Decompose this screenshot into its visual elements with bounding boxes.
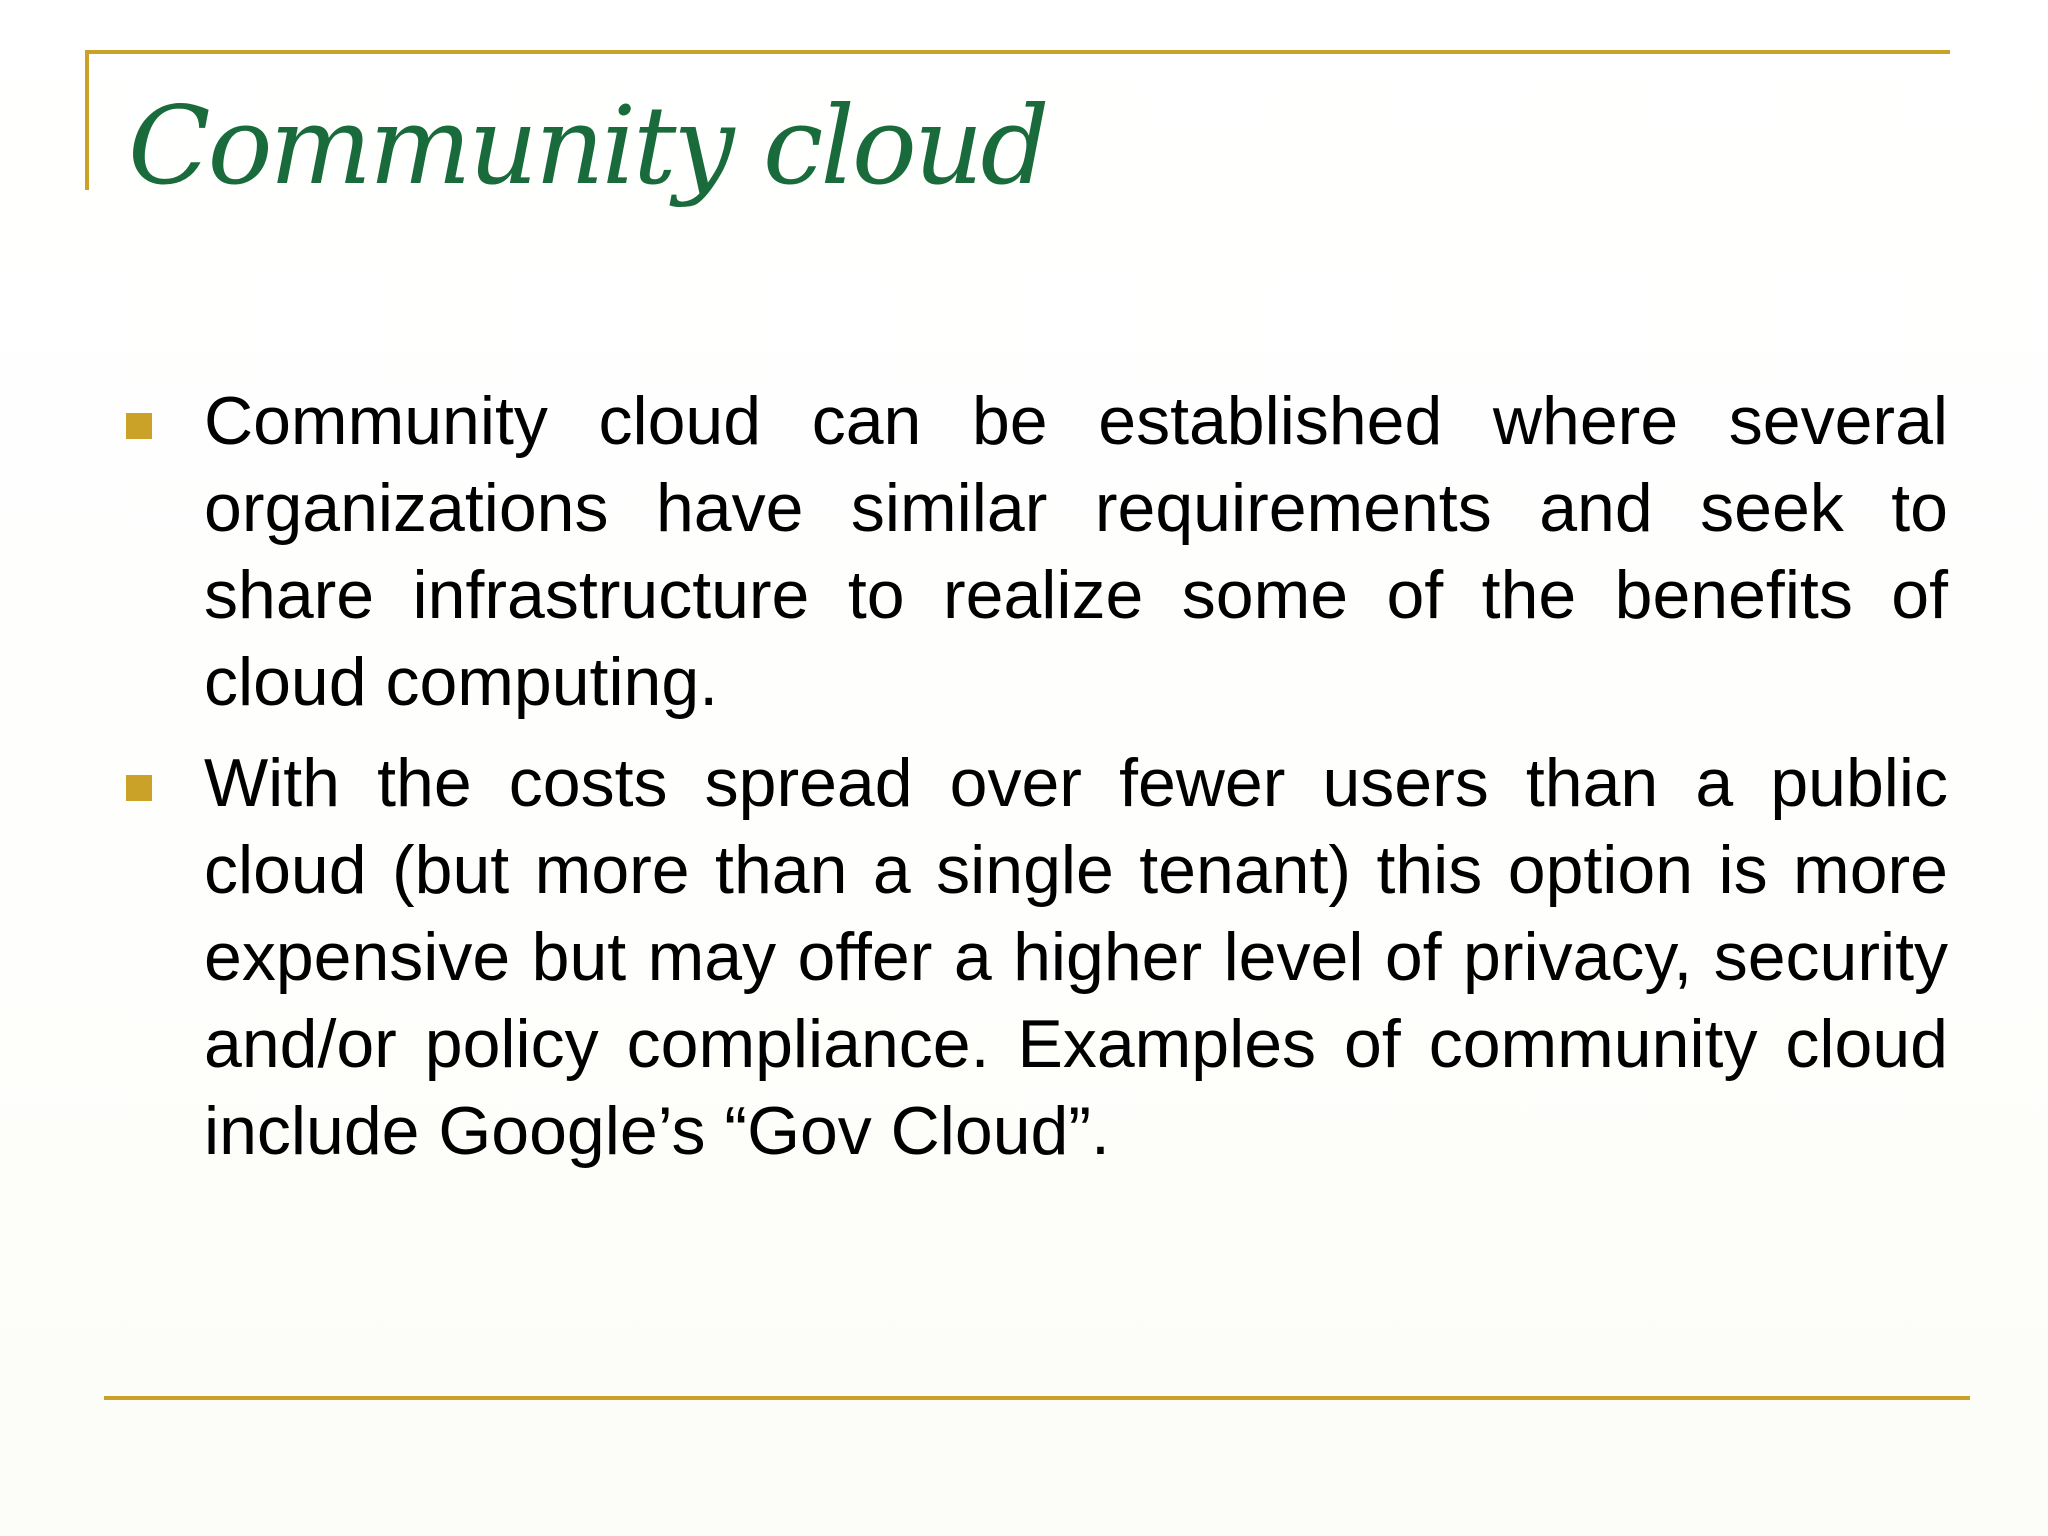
bullet-text: Community cloud can be established where several organizations have similar requirements and seek to share infrastructure to realize some of the benefits of cloud computing. [204,383,1948,720]
bullet-item [126,740,1948,1175]
bullet-text: With the costs spread over fewer users than a public cloud (but more than a single tenant) this option is more expensive but may offer a higher level of privacy, security and/or policy compliance. Examples of community cloud include Google’s “Gov Cloud”. [204,745,1948,1169]
bullet-item [126,378,1948,726]
square-bullet-icon [126,775,152,801]
slide-title: Community cloud [128,84,1047,209]
top-rule [85,50,1950,54]
bullet-list [126,378,1948,1189]
left-rule [85,50,89,190]
bottom-rule [104,1396,1970,1400]
square-bullet-icon [126,413,152,439]
